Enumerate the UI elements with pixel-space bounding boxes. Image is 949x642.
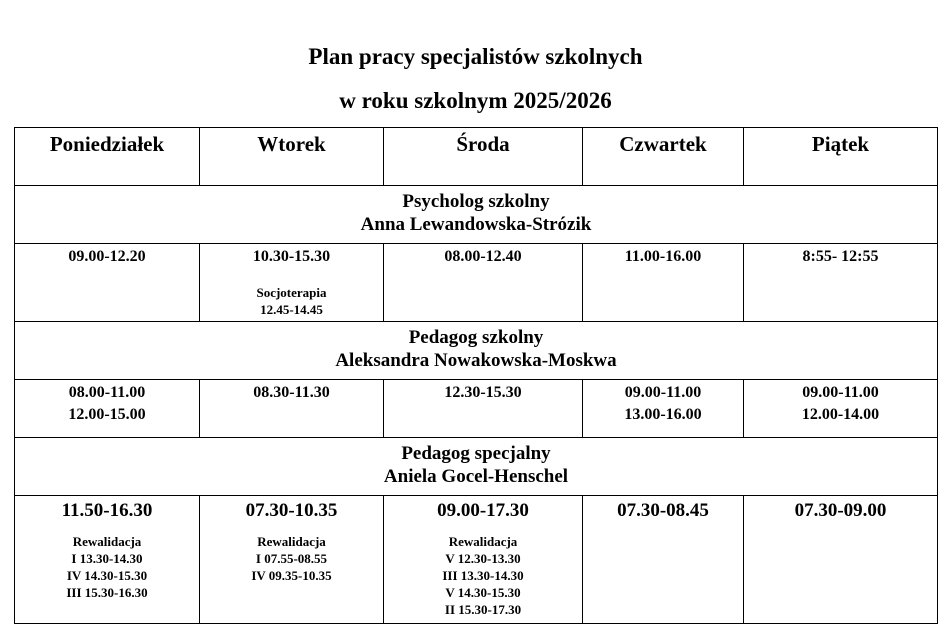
page-subtitle: w roku szkolnym 2025/2026 — [339, 88, 612, 113]
session-note-title: Rewalidacja — [448, 534, 518, 549]
time-slot: 09.00-17.30 — [437, 500, 529, 521]
specialist-name: Aleksandra Nowakowska-Moskwa — [335, 350, 617, 371]
time-slot: 11.50-16.30 — [61, 500, 153, 521]
hours-cell-thursday — [583, 244, 744, 322]
time-slot: 07.30-10.35 — [245, 500, 338, 521]
specialist-row-psychologist — [15, 186, 938, 244]
specialist-cell — [15, 186, 938, 244]
hours-cell-tuesday — [200, 496, 384, 624]
session-note-title: Rewalidacja — [72, 534, 142, 549]
hours-cell-thursday — [583, 380, 744, 438]
hours-cell-thursday — [583, 496, 744, 624]
session-note-line: I 07.55-08.55 — [255, 551, 328, 566]
hours-row-special-pedagogue — [15, 496, 938, 624]
session-note-line: III 15.30-16.30 — [66, 585, 148, 600]
time-slot: 13.00-16.00 — [624, 406, 702, 423]
hours-cell-wednesday — [384, 496, 583, 624]
session-note-line: I 13.30-14.30 — [71, 551, 143, 566]
session-note-line: V 14.30-15.30 — [445, 585, 521, 600]
time-slot: 8:55- 12:55 — [802, 248, 879, 265]
hours-cell-friday — [744, 244, 938, 322]
specialist-cell — [15, 438, 938, 496]
specialist-cell — [15, 322, 938, 380]
time-slot: 08.00-11.00 — [68, 384, 146, 401]
day-header-monday: Poniedziałek — [15, 128, 200, 186]
specialist-role: Pedagog szkolny — [408, 327, 544, 348]
time-slot: 09.00-11.00 — [802, 384, 879, 401]
time-slot: 12.30-15.30 — [444, 384, 522, 401]
session-note — [384, 533, 582, 618]
hours-cell-friday — [744, 496, 938, 624]
day-header-thursday: Czwartek — [583, 128, 744, 186]
days-header-row — [15, 128, 938, 186]
time-slot: 07.30-08.45 — [617, 500, 709, 521]
session-note-line: IV 14.30-15.30 — [66, 568, 148, 583]
specialist-row-special-pedagogue — [15, 438, 938, 496]
hours-row-school-pedagogue — [15, 380, 938, 438]
time-slot: 08.30-11.30 — [253, 384, 330, 401]
time-slot: 09.00-11.00 — [624, 384, 702, 401]
hours-cell-tuesday — [200, 380, 384, 438]
time-slot: 10.30-15.30 — [252, 248, 331, 265]
hours-cell-monday — [15, 244, 200, 322]
schedule-table — [14, 127, 938, 624]
session-note-line: V 12.30-13.30 — [445, 551, 521, 566]
hours-cell-wednesday — [384, 244, 583, 322]
hours-cell-wednesday — [384, 380, 583, 438]
time-slot: 11.00-16.00 — [624, 248, 702, 265]
time-slot: 07.30-09.00 — [794, 500, 887, 521]
session-note-line: II 15.30-17.30 — [444, 602, 522, 617]
session-note — [15, 533, 199, 601]
page-title: Plan pracy specjalistów szkolnych — [308, 44, 643, 69]
session-note-title: Rewalidacja — [257, 534, 326, 549]
specialist-name: Anna Lewandowska-Strózik — [360, 214, 592, 235]
specialist-role: Psycholog szkolny — [402, 191, 550, 212]
session-note-title: Socjoterapia — [256, 285, 327, 300]
hours-row-psychologist — [15, 244, 938, 322]
time-slot: 12.00-14.00 — [801, 406, 880, 423]
time-slot: 08.00-12.40 — [444, 248, 522, 265]
day-header-tuesday: Wtorek — [200, 128, 384, 186]
session-note-line: III 13.30-14.30 — [442, 568, 524, 583]
session-note — [200, 284, 383, 318]
specialist-role: Pedagog specjalny — [401, 443, 551, 464]
day-header-wednesday: Środa — [384, 128, 583, 186]
specialist-row-school-pedagogue — [15, 322, 938, 380]
time-slot: 09.00-12.20 — [68, 248, 146, 265]
day-header-friday: Piątek — [744, 128, 938, 186]
session-note-line: IV 09.35-10.35 — [251, 568, 332, 583]
hours-cell-monday — [15, 496, 200, 624]
time-slot: 12.00-15.00 — [68, 406, 146, 423]
hours-cell-friday — [744, 380, 938, 438]
hours-cell-tuesday — [200, 244, 384, 322]
session-note-line: 12.45-14.45 — [260, 302, 323, 317]
session-note — [200, 533, 383, 584]
specialist-name: Aniela Gocel-Henschel — [383, 466, 569, 487]
hours-cell-monday — [15, 380, 200, 438]
